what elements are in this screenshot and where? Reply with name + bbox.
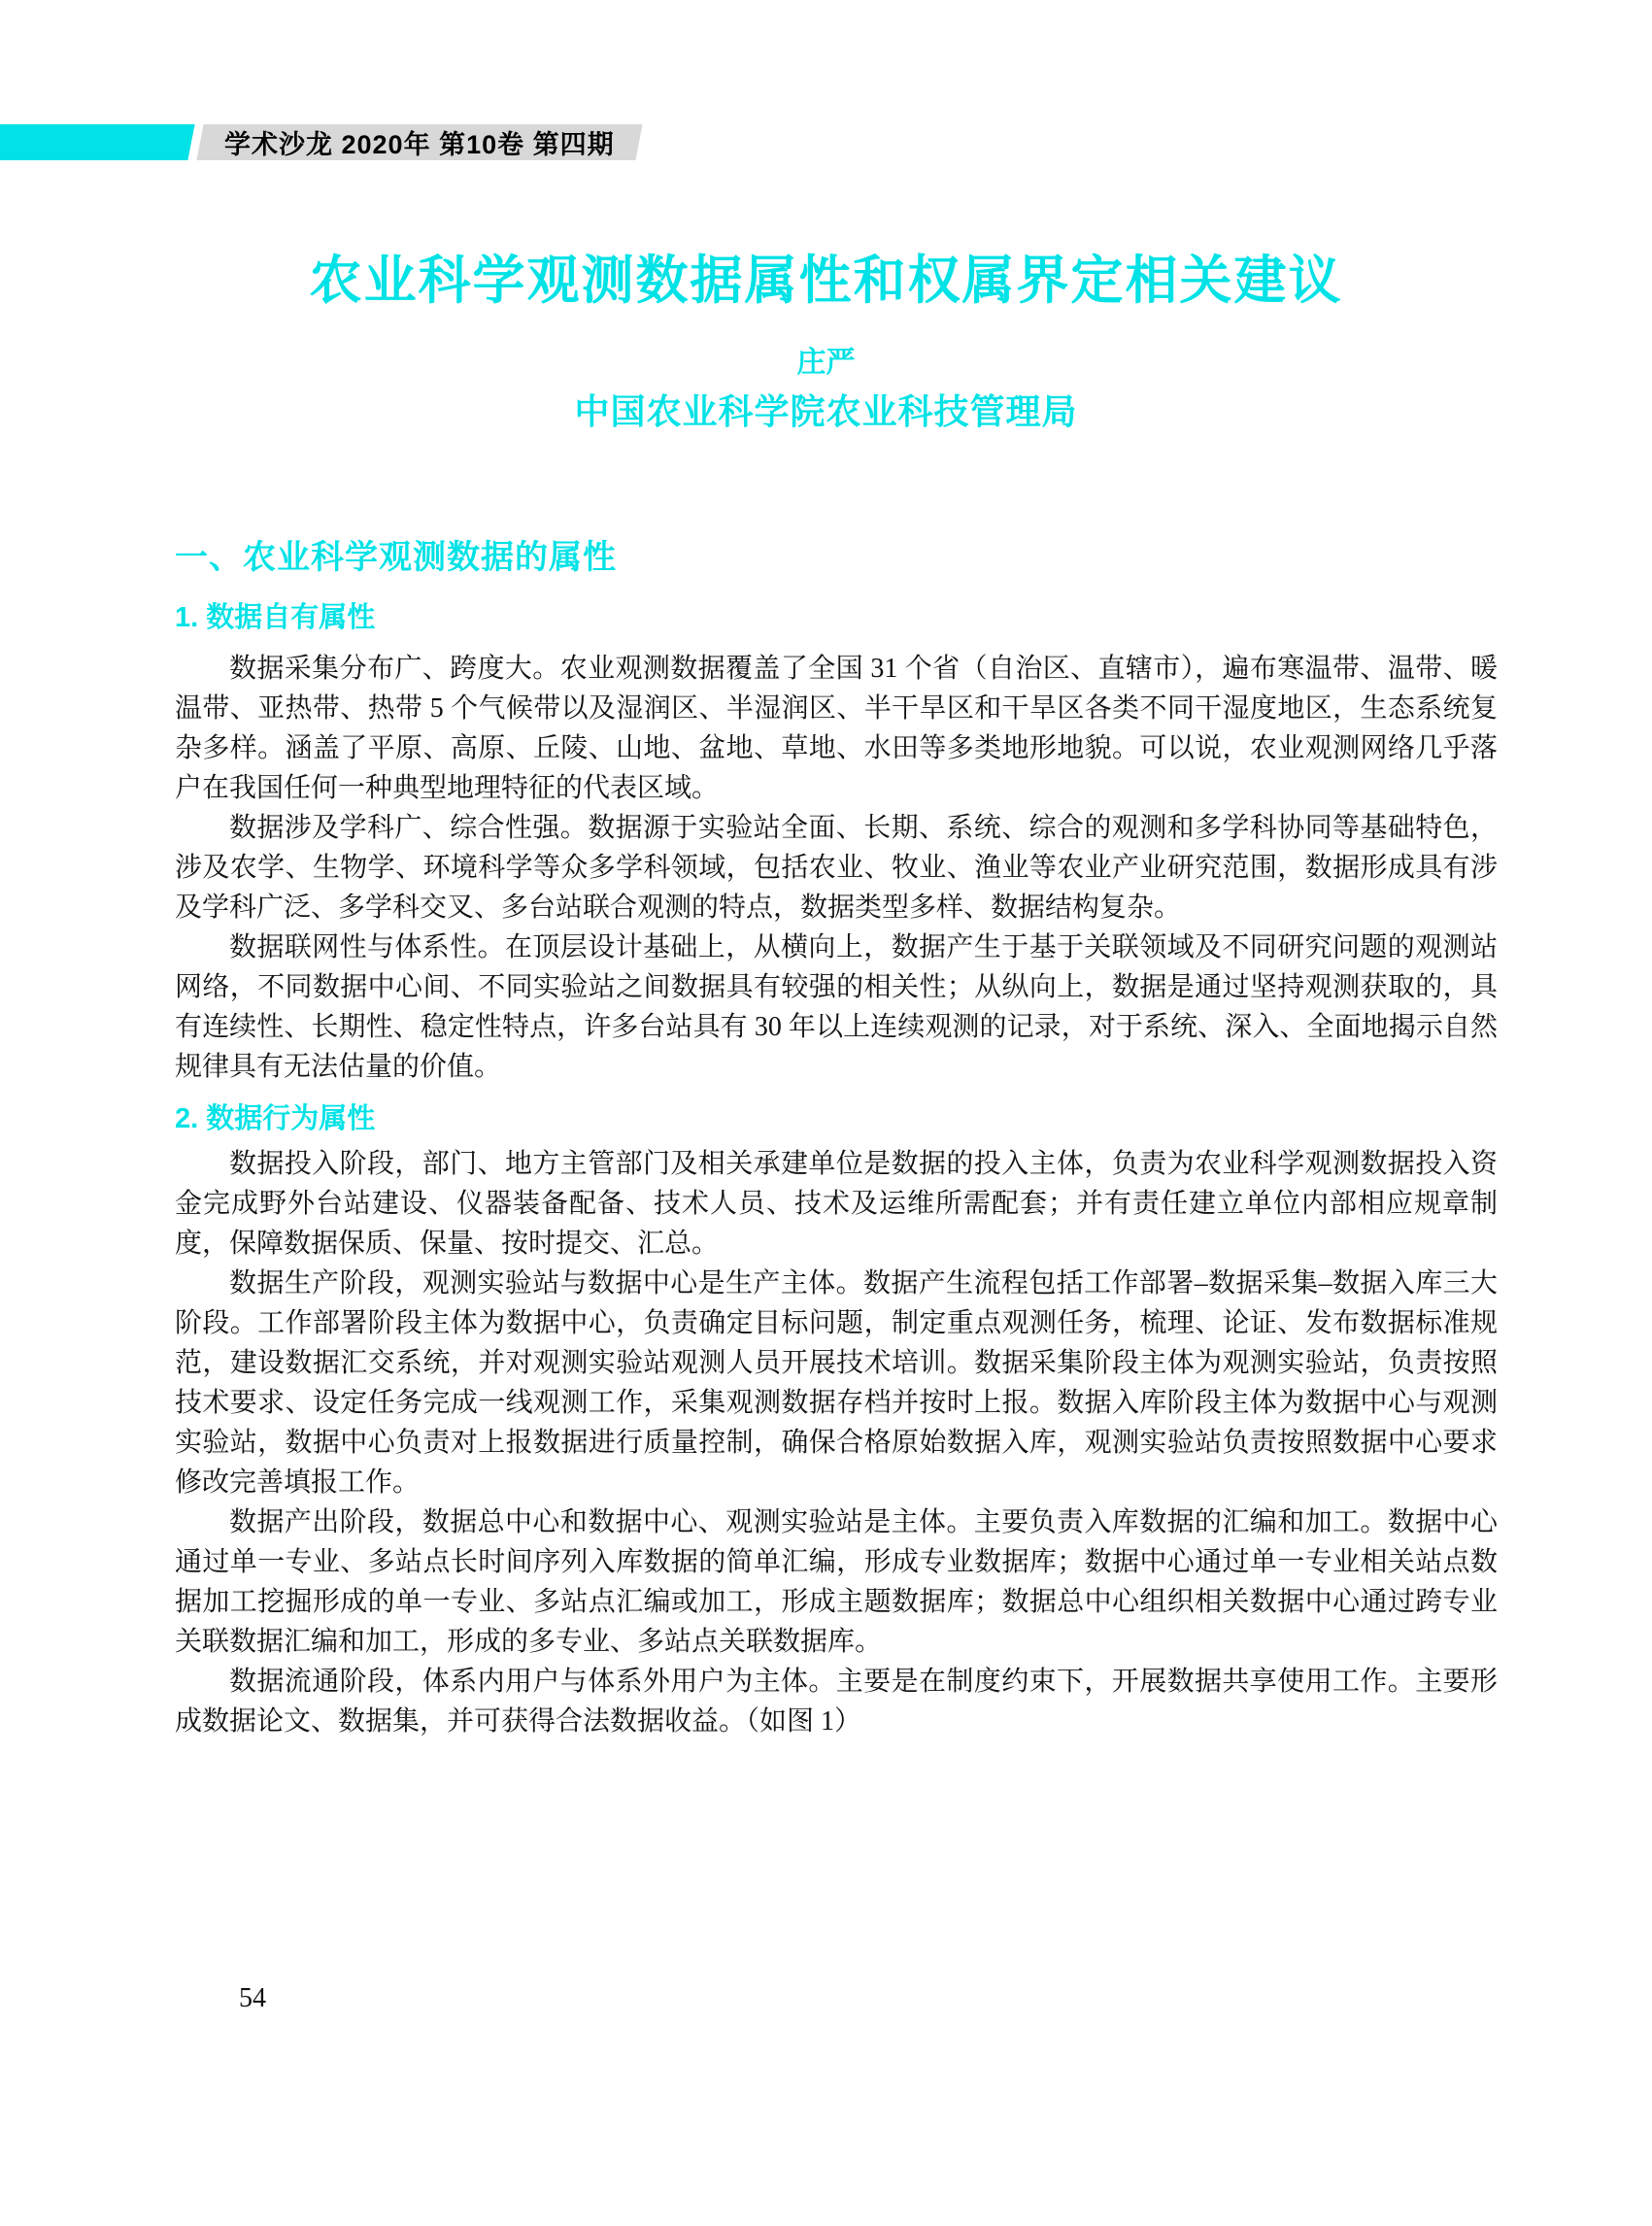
section-heading: 一、农业科学观测数据的属性 (175, 539, 617, 576)
article-affiliation: 中国农业科学院农业科技管理局 (574, 392, 1078, 431)
subsection2-heading: 2. 数据行为属性 (175, 1103, 376, 1134)
article-author: 庄严 (796, 347, 856, 379)
subsection1-heading: 1. 数据自有属性 (175, 602, 376, 633)
paragraph: 数据联网性与体系性。在顶层设计基础上，从横向上，数据产生于基于关联领域及不同研究问题的观测站网络，不同数据中心间、不同实验站之间数据具有较强的相关性；从纵向上，数据是通过坚持观测获取的，具有连续性、长期性、稳定性特点，许多台站具有 30 年以上连续观测的记录，对于系统、深入、全面地揭示自然规律具有无法估量的价值。 (175, 932, 1498, 1082)
header-accent-bar (0, 124, 195, 160)
article-title: 农业科学观测数据属性和权属界定相关建议 (309, 252, 1343, 310)
paragraph: 数据产出阶段，数据总中心和数据中心、观测实验站是主体。主要负责入库数据的汇编和加工。数据中心通过单一专业、多站点长时间序列入库数据的简单汇编，形成专业数据库；数据中心通过单一专业相关站点数据加工挖掘形成的单一专业、多站点汇编或加工，形成主题数据库；数据总中心组织相关数据中心通过跨专业关联数据汇编和加工，形成的多专业、多站点关联数据库。 (175, 1507, 1498, 1657)
paragraph: 数据采集分布广、跨度大。农业观测数据覆盖了全国 31 个省（自治区、直辖市），遍布寒温带、温带、暖温带、亚热带、热带 5 个气候带以及湿润区、半湿润区、半干旱区和干旱区各类不同干湿度地区，生态系统复杂多样。涵盖了平原、高原、丘陵、山地、盆地、草地、水田等多类地形地貌。可以说，农业观测网络几乎落户在我国任何一种典型地理特征的代表区域。 (175, 654, 1498, 803)
paragraph: 数据生产阶段，观测实验站与数据中心是生产主体。数据产生流程包括工作部署–数据采集–数据入库三大阶段。工作部署阶段主体为数据中心，负责确定目标问题，制定重点观测任务，梳理、论证、发布数据标准规范，建设数据汇交系统，并对观测实验站观测人员开展技术培训。数据采集阶段主体为观测实验站，负责按照技术要求、设定任务完成一线观测工作，采集观测数据存档并按时上报。数据入库阶段主体为数据中心与观测实验站，数据中心负责对上报数据进行质量控制，确保合格原始数据入库，观测实验站负责按照数据中心要求修改完善填报工作。 (175, 1268, 1498, 1498)
paragraph: 数据涉及学科广、综合性强。数据源于实验站全面、长期、系统、综合的观测和多学科协同等基础特色，涉及农学、生物学、环境科学等众多学科领域，包括农业、牧业、渔业等农业产业研究范围，数据形成具有涉及学科广泛、多学科交叉、多台站联合观测的特点，数据类型多样、数据结构复杂。 (175, 813, 1498, 923)
header-journal-bar (196, 124, 642, 160)
paragraph: 数据投入阶段，部门、地方主管部门及相关承建单位是数据的投入主体，负责为农业科学观测数据投入资金完成野外台站建设、仪器装备配备、技术人员、技术及运维所需配套；并有责任建立单位内部相应规章制度，保障数据保质、保量、按时提交、汇总。 (175, 1149, 1498, 1259)
body-column (175, 530, 1498, 1741)
paragraph: 数据流通阶段，体系内用户与体系外用户为主体。主要是在制度约束下，开展数据共享使用工作。主要形成数据论文、数据集，并可获得合法数据收益。（如图 1） (175, 1667, 1498, 1737)
page-number: 54 (239, 1983, 266, 2013)
journal-info: 学术沙龙 2020年 第10卷 第四期 (224, 130, 615, 159)
